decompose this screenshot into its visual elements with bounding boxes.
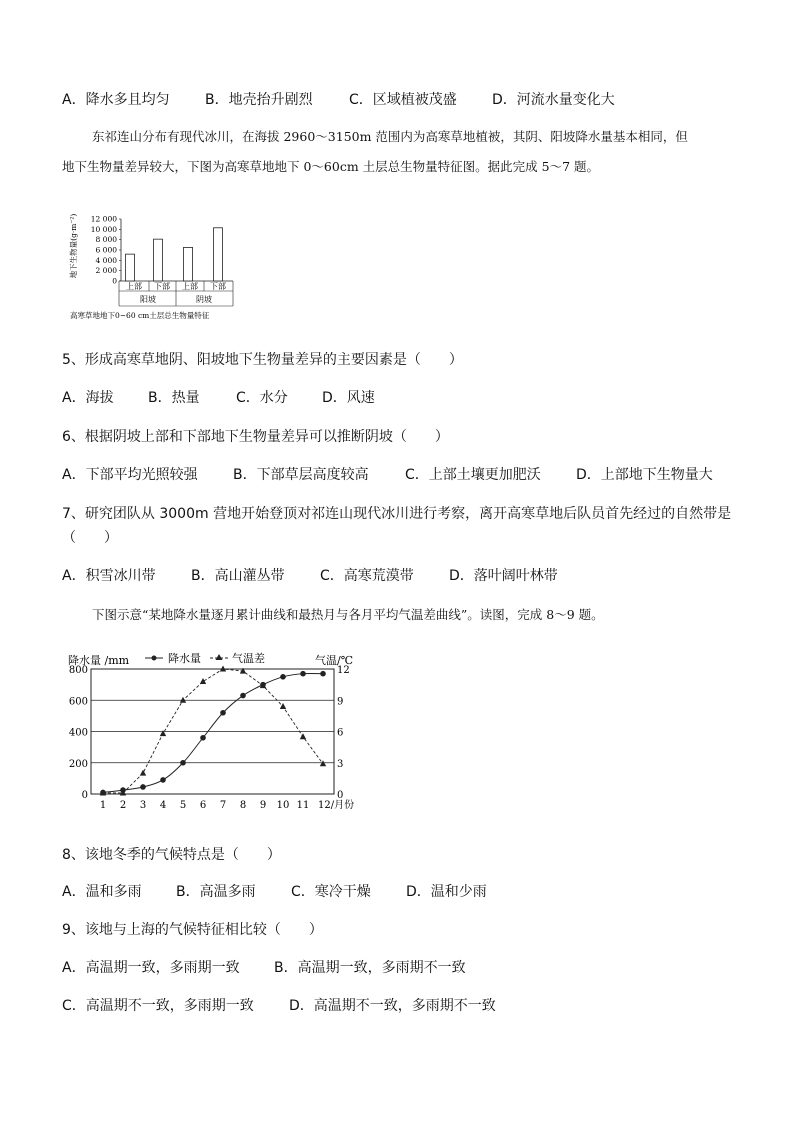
q9-option-b: B．高温期一致，多雨期不一致 bbox=[274, 960, 466, 976]
chart1-cat-4: 下部 bbox=[210, 282, 226, 291]
chart1-cat-1: 上部 bbox=[126, 282, 142, 291]
chart2-xtick-label: 2 bbox=[119, 800, 127, 811]
tempdiff-point bbox=[300, 733, 306, 739]
q7-option-b: B．高山灌丛带 bbox=[191, 568, 285, 584]
q6-option-b: B．下部草层高度较高 bbox=[233, 467, 369, 483]
chart1-bar-2 bbox=[154, 239, 163, 281]
q6-option-c: C．上部土壤更加肥沃 bbox=[405, 467, 541, 483]
q7-option-d: D．落叶阔叶林带 bbox=[449, 568, 558, 584]
chart1-cat-2: 下部 bbox=[154, 282, 170, 291]
chart2-xtick-label: 12/月份 bbox=[318, 800, 355, 811]
tempdiff-point bbox=[200, 678, 206, 684]
precip-point bbox=[200, 735, 206, 741]
precip-point bbox=[220, 710, 226, 716]
q4-option-b: B．地壳抬升剧烈 bbox=[205, 92, 313, 108]
q5-option-d: D．风速 bbox=[322, 390, 375, 406]
chart2-xtick-label: 10 bbox=[276, 800, 290, 811]
tempdiff-line bbox=[103, 669, 323, 793]
q5-option-a: A．海拔 bbox=[62, 390, 114, 406]
chart2-ytick-right: 9 bbox=[337, 696, 344, 708]
q7-option-a: A．积雪冰川带 bbox=[62, 568, 156, 584]
q4-option-d: D．河流水量变化大 bbox=[492, 92, 615, 108]
chart1-bar-4 bbox=[214, 228, 223, 281]
chart1-ytick-label: 6 000 bbox=[95, 245, 117, 255]
q9-stem: 9、该地与上海的气候特征相比较（ ） bbox=[62, 922, 323, 938]
precip-point bbox=[280, 674, 286, 680]
q5-stem: 5、形成高寒草地阴、阳坡地下生物量差异的主要因素是（ ） bbox=[62, 352, 463, 368]
tempdiff-point bbox=[140, 770, 146, 776]
q8-option-d: D．温和少雨 bbox=[406, 884, 487, 900]
q7-option-c: C．高寒荒漠带 bbox=[320, 568, 414, 584]
q8-option-b: B．高温多雨 bbox=[176, 884, 256, 900]
chart1-cat-3: 上部 bbox=[182, 282, 198, 291]
biomass-bar-chart bbox=[66, 198, 266, 326]
precip-point bbox=[320, 671, 326, 677]
chart1-group-shady: 阴坡 bbox=[196, 295, 212, 304]
chart1-ytick-label: 8 000 bbox=[95, 235, 117, 245]
precip-temp-chart bbox=[60, 642, 370, 820]
q9-option-d: D．高温期不一致，多雨期不一致 bbox=[289, 998, 496, 1014]
precip-point bbox=[100, 790, 106, 796]
q8-option-c: C．寒冷干燥 bbox=[291, 884, 371, 900]
q8-stem: 8、该地冬季的气候特点是（ ） bbox=[62, 847, 281, 863]
precip-point bbox=[140, 784, 146, 790]
chart2-ytick-left: 600 bbox=[68, 696, 88, 708]
chart2-xtick-label: 6 bbox=[199, 800, 207, 811]
intro2: 下图示意“某地降水量逐月累计曲线和最热月与各月平均气温差曲线”。读图，完成 8～9 题。 bbox=[92, 607, 604, 622]
chart1-ytick-label: 10 000 bbox=[90, 224, 117, 234]
legend-precip-label: 降水量 bbox=[168, 652, 201, 665]
precip-point bbox=[180, 760, 186, 766]
legend-tempdiff-marker bbox=[216, 654, 223, 660]
precip-point bbox=[120, 787, 126, 793]
chart1-group-sunny: 阳坡 bbox=[140, 295, 156, 304]
q9-option-a: A．高温期一致，多雨期一致 bbox=[62, 960, 240, 976]
chart2-ytick-left: 200 bbox=[68, 758, 88, 770]
precip-point bbox=[300, 671, 306, 677]
chart2-ytick-right: 6 bbox=[337, 727, 344, 739]
chart2-ytick-left: 800 bbox=[68, 665, 88, 676]
tempdiff-point bbox=[160, 730, 166, 736]
chart1-ytick-label: 12 000 bbox=[90, 214, 117, 224]
q4-option-c: C．区域植被茂盛 bbox=[349, 92, 457, 108]
chart2-ytick-right: 0 bbox=[337, 790, 344, 801]
q9-option-c: C．高温期不一致，多雨期一致 bbox=[62, 998, 254, 1014]
precip-point bbox=[260, 682, 266, 688]
q8-option-a: A．温和多雨 bbox=[62, 884, 142, 900]
q7-stem-paren: （ ） bbox=[62, 530, 118, 546]
q6-stem: 6、根据阴坡上部和下部地下生物量差异可以推断阴坡（ ） bbox=[62, 429, 449, 445]
intro1-line2: 地下生物量差异较大，下图为高寒草地地下 0～60cm 土层总生物量特征图。据此完成 5～7 题。 bbox=[62, 159, 600, 174]
precip-point bbox=[240, 693, 246, 699]
tempdiff-point bbox=[180, 697, 186, 703]
chart2-xtick-label: 4 bbox=[159, 800, 167, 811]
precip-point bbox=[160, 777, 166, 783]
q5-option-b: B．热量 bbox=[148, 390, 200, 406]
chart2-ylabel-left: 降水量 /mm bbox=[68, 654, 130, 667]
chart2-xtick-label: 7 bbox=[219, 800, 227, 811]
legend-precip-marker bbox=[152, 656, 157, 661]
precip-line bbox=[103, 673, 323, 792]
chart2-xtick-label: 3 bbox=[139, 800, 147, 811]
chart2-ylabel-right: 气温/℃ bbox=[315, 654, 354, 667]
chart2-ytick-right: 3 bbox=[337, 758, 344, 770]
chart1-ytick-label: 2 000 bbox=[95, 266, 117, 276]
intro1-line1: 东祁连山分布有现代冰川，在海拔 2960～3150m 范围内为高寒草地植被，其阴、阳坡降水量基本相同，但 bbox=[92, 129, 688, 144]
q5-option-c: C．水分 bbox=[236, 390, 288, 406]
chart2-ytick-left: 0 bbox=[81, 790, 88, 801]
q6-option-a: A．下部平均光照较强 bbox=[62, 467, 198, 483]
chart1-ylabel: 地下生物量(g·m⁻²) bbox=[69, 213, 78, 279]
chart2-xtick-label: 5 bbox=[179, 800, 187, 811]
chart1-title: 高寒草地地下0~60 cm土层总生物量特征 bbox=[70, 311, 210, 320]
q7-stem: 7、研究团队从 3000m 营地开始登顶对祁连山现代冰川进行考察，离开高寒草地后队员首先经过的自然带是 bbox=[62, 506, 732, 522]
chart2-xtick-label: 8 bbox=[239, 800, 247, 811]
chart1-bar-3 bbox=[184, 247, 193, 281]
chart2-ytick-right: 12 bbox=[337, 665, 350, 676]
legend-tempdiff-label: 气温差 bbox=[232, 652, 265, 665]
chart1-ytick-label: 4 000 bbox=[95, 255, 117, 265]
chart1-bar-1 bbox=[126, 254, 135, 281]
chart2-ytick-left: 400 bbox=[68, 727, 88, 739]
chart1-ytick-label: 0 bbox=[112, 276, 117, 286]
chart2-xtick-label: 11 bbox=[296, 800, 310, 811]
q4-option-a: A．降水多且均匀 bbox=[62, 92, 170, 108]
q6-option-d: D．上部地下生物量大 bbox=[576, 467, 713, 483]
chart2-xtick-label: 9 bbox=[259, 800, 267, 811]
chart2-xtick-label: 1 bbox=[99, 800, 107, 811]
